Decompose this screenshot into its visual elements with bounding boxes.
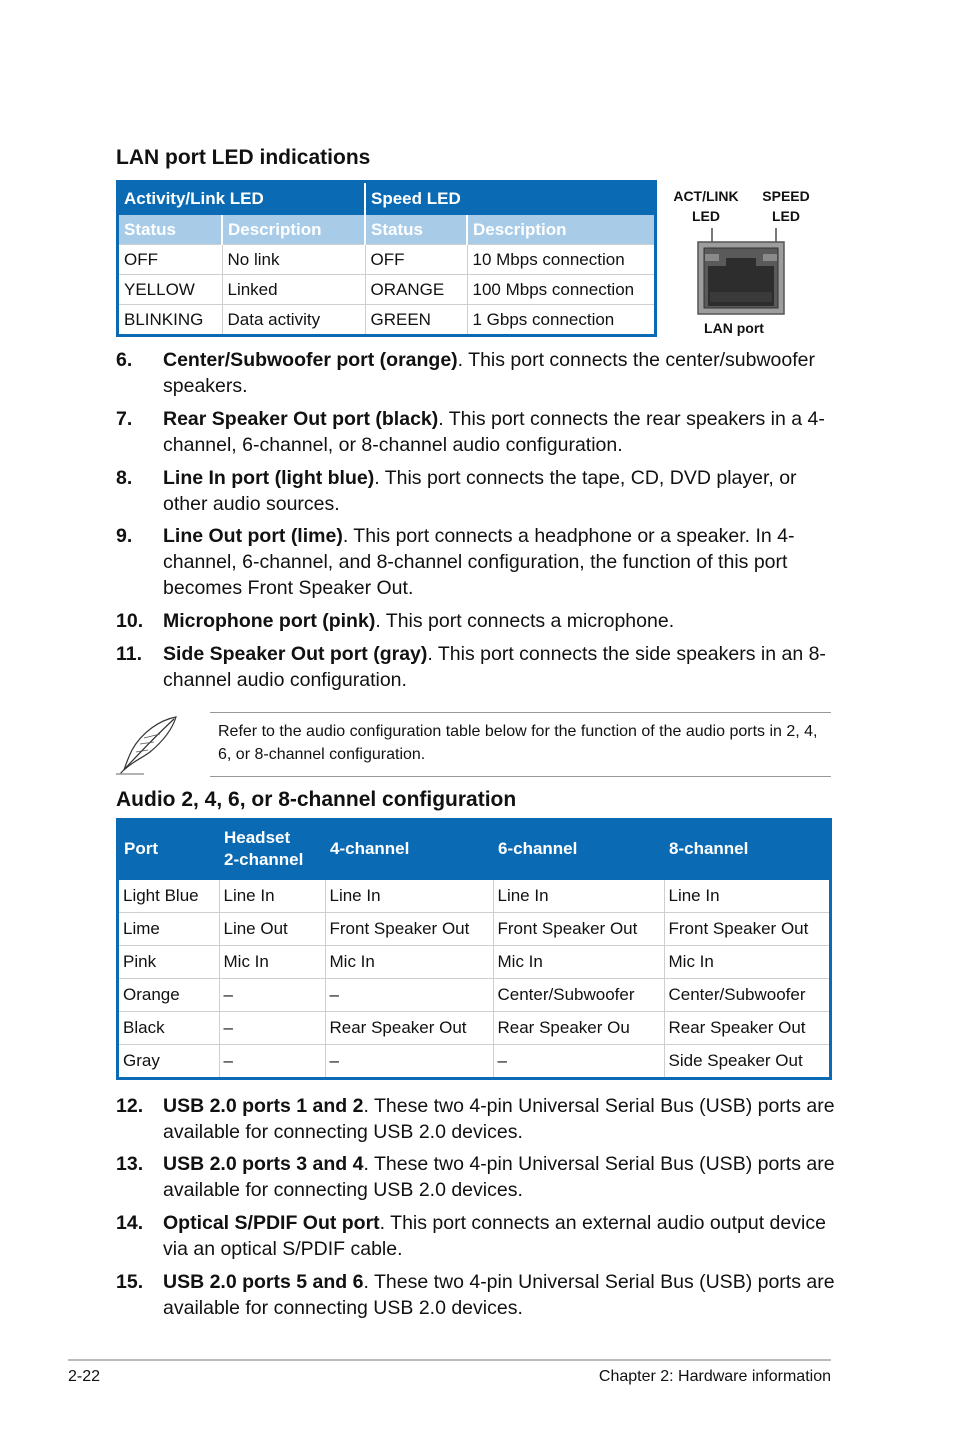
- list-item: 7. Rear Speaker Out port (black). This port connects the rear speakers in a 4-channel, 6-channel, or 8-channel audio configuration.: [116, 408, 825, 456]
- table-cell: Line Out: [219, 913, 325, 946]
- sub-header: Description: [222, 215, 365, 245]
- list-item: 9. Line Out port (lime). This port connects a headphone or a speaker. In 4-channel, 6-channel, and 8-channel configuration, the function of this port becomes Front Speaker Out.: [116, 525, 795, 599]
- table-cell: Front Speaker Out: [664, 913, 831, 946]
- table-cell: Data activity: [222, 305, 365, 336]
- table-cell: 10 Mbps connection: [467, 245, 656, 275]
- table-cell: Center/Subwoofer: [664, 979, 831, 1012]
- table-row: [118, 305, 656, 336]
- table-cell: Front Speaker Out: [325, 913, 493, 946]
- table-cell: GREEN: [365, 305, 467, 336]
- table-cell: Pink: [118, 946, 220, 979]
- audio-section-title: Audio 2, 4, 6, or 8-channel configuration: [116, 788, 517, 811]
- note-top-rule: [210, 712, 831, 713]
- table-row: [118, 979, 831, 1012]
- table-cell: BLINKING: [118, 305, 223, 336]
- footer-rule: [68, 1359, 831, 1361]
- table-cell: Line In: [664, 879, 831, 913]
- lan-port-label: LAN port: [704, 320, 764, 336]
- table-cell: –: [493, 1045, 664, 1079]
- column-header: Headset 2-channel: [219, 820, 325, 879]
- list-item: 14. Optical S/PDIF Out port. This port connects an external audio output device via an optical S/PDIF cable.: [116, 1212, 826, 1260]
- table-cell: Mic In: [325, 946, 493, 979]
- table-cell: –: [219, 979, 325, 1012]
- note-bottom-rule: [210, 776, 831, 777]
- table-cell: –: [219, 1012, 325, 1045]
- sub-header: Status: [118, 215, 223, 245]
- column-header: 6-channel: [493, 820, 664, 879]
- chapter-title: Chapter 2: Hardware information: [598, 1368, 831, 1385]
- table-cell: OFF: [365, 245, 467, 275]
- speed-led-label: SPEED LED: [762, 188, 810, 224]
- table-row: [118, 879, 831, 913]
- group-header-activity: Activity/Link LED: [118, 182, 366, 216]
- sub-header: Description: [467, 215, 656, 245]
- list-item: 6. Center/Subwoofer port (orange). This port connects the center/subwoofer speakers.: [116, 349, 816, 397]
- list-item: 15. USB 2.0 ports 5 and 6. These two 4-pin Universal Serial Bus (USB) ports are available for connecting USB 2.0 devices.: [116, 1271, 835, 1319]
- lan-port-diagram: [690, 226, 790, 318]
- group-header-speed: Speed LED: [365, 182, 656, 216]
- list-item: 11. Side Speaker Out port (gray). This port connects the side speakers in an 8-channel audio configuration.: [116, 643, 826, 691]
- sub-header: Status: [365, 215, 467, 245]
- table-cell: Gray: [118, 1045, 220, 1079]
- table-cell: Center/Subwoofer: [493, 979, 664, 1012]
- list-item: 10. Microphone port (pink). This port connects a microphone.: [116, 610, 675, 632]
- table-cell: Lime: [118, 913, 220, 946]
- table-cell: Mic In: [493, 946, 664, 979]
- table-cell: Orange: [118, 979, 220, 1012]
- table-cell: Front Speaker Out: [493, 913, 664, 946]
- table-cell: –: [325, 1045, 493, 1079]
- table-cell: YELLOW: [118, 275, 223, 305]
- audio-config-table: [116, 818, 832, 1080]
- list-item: 12. USB 2.0 ports 1 and 2. These two 4-pin Universal Serial Bus (USB) ports are available for connecting USB 2.0 devices.: [116, 1095, 835, 1143]
- table-row: [118, 245, 656, 275]
- table-cell: Black: [118, 1012, 220, 1045]
- note-text: Refer to the audio configuration table below for the function of the audio ports in 2, 4, 6, or 8-channel configuration.: [218, 723, 818, 763]
- table-cell: 100 Mbps connection: [467, 275, 656, 305]
- page-number: 2-22: [68, 1368, 101, 1385]
- table-cell: Mic In: [219, 946, 325, 979]
- table-cell: Line In: [219, 879, 325, 913]
- table-row: [118, 1045, 831, 1079]
- table-cell: Rear Speaker Out: [664, 1012, 831, 1045]
- table-cell: Linked: [222, 275, 365, 305]
- table-cell: OFF: [118, 245, 223, 275]
- column-header: 8-channel: [664, 820, 831, 879]
- table-row: [118, 913, 831, 946]
- lan-section-title: LAN port LED indications: [116, 146, 371, 169]
- table-cell: Line In: [325, 879, 493, 913]
- table-row: [118, 275, 656, 305]
- table-row: [118, 1012, 831, 1045]
- act-link-led-label: ACT/LINK LED: [673, 188, 739, 224]
- column-header: Port: [118, 820, 220, 879]
- table-cell: Mic In: [664, 946, 831, 979]
- table-cell: ORANGE: [365, 275, 467, 305]
- table-cell: –: [219, 1045, 325, 1079]
- table-cell: 1 Gbps connection: [467, 305, 656, 336]
- table-cell: Line In: [493, 879, 664, 913]
- column-header: 4-channel: [325, 820, 493, 879]
- feather-pen-icon: [114, 714, 180, 776]
- list-item: 13. USB 2.0 ports 3 and 4. These two 4-pin Universal Serial Bus (USB) ports are available for connecting USB 2.0 devices.: [116, 1153, 835, 1201]
- table-cell: Rear Speaker Out: [325, 1012, 493, 1045]
- table-cell: Light Blue: [118, 879, 220, 913]
- lan-led-table: [116, 180, 657, 337]
- list-item: 8. Line In port (light blue). This port connects the tape, CD, DVD player, or other audio sources.: [116, 467, 797, 515]
- table-cell: Rear Speaker Ou: [493, 1012, 664, 1045]
- table-cell: –: [325, 979, 493, 1012]
- table-cell: Side Speaker Out: [664, 1045, 831, 1079]
- table-row: [118, 946, 831, 979]
- table-cell: No link: [222, 245, 365, 275]
